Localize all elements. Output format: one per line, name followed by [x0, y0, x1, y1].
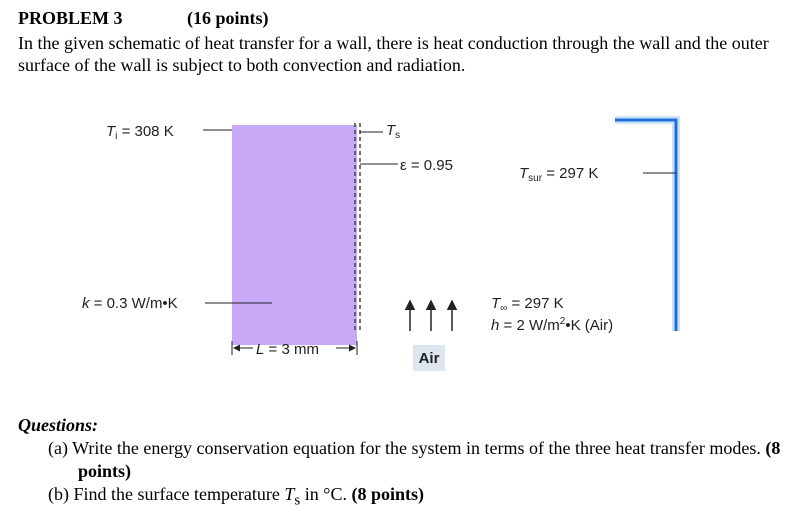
question-b-suffix: in °C.	[304, 484, 347, 504]
question-b-subscript: s	[294, 492, 301, 509]
question-a-points: (8 points)	[78, 438, 781, 481]
question-b-variable: T	[284, 484, 295, 504]
problem-points: (16 points)	[187, 8, 269, 28]
emissivity-label: ε = 0.95	[400, 157, 453, 174]
surroundings-glow	[615, 120, 676, 331]
question-a	[18, 437, 798, 483]
wall	[232, 125, 357, 345]
problem-intro: In the given schematic of heat transfer for a wall, there is heat conduction through the wall and the outer surface of the wall is subject to both convection and radiation.	[18, 33, 769, 75]
question-a-text: (a) Write the energy conservation equation for the system in terms of the three heat transfer modes.	[48, 438, 761, 458]
tsur-label: $T_{sur} = 297$ K	[519, 165, 599, 184]
heat-transfer-schematic	[0, 105, 811, 395]
ts-label: $T_s$	[386, 122, 401, 141]
question-b	[18, 483, 798, 513]
tinf-label: $T_\infty = 297$ K	[491, 295, 564, 314]
question-b-points: (8 points)	[351, 484, 424, 504]
questions-title: Questions:	[18, 415, 99, 435]
L-label: L = 3 mm	[256, 341, 319, 358]
problem-header	[18, 8, 269, 29]
h-label: h = 2 $W/m^2•K$ (Air)	[491, 316, 614, 334]
k-label: k = 0.3 W/m•K	[82, 295, 178, 312]
question-b-text: (b) Find the surface temperature	[48, 484, 280, 504]
questions-section	[18, 414, 798, 513]
air-label: Air	[418, 350, 440, 367]
ti-label: $T_i = 308$ K	[106, 123, 174, 142]
surroundings-boundary	[615, 120, 676, 331]
problem-number: PROBLEM 3	[18, 8, 123, 28]
